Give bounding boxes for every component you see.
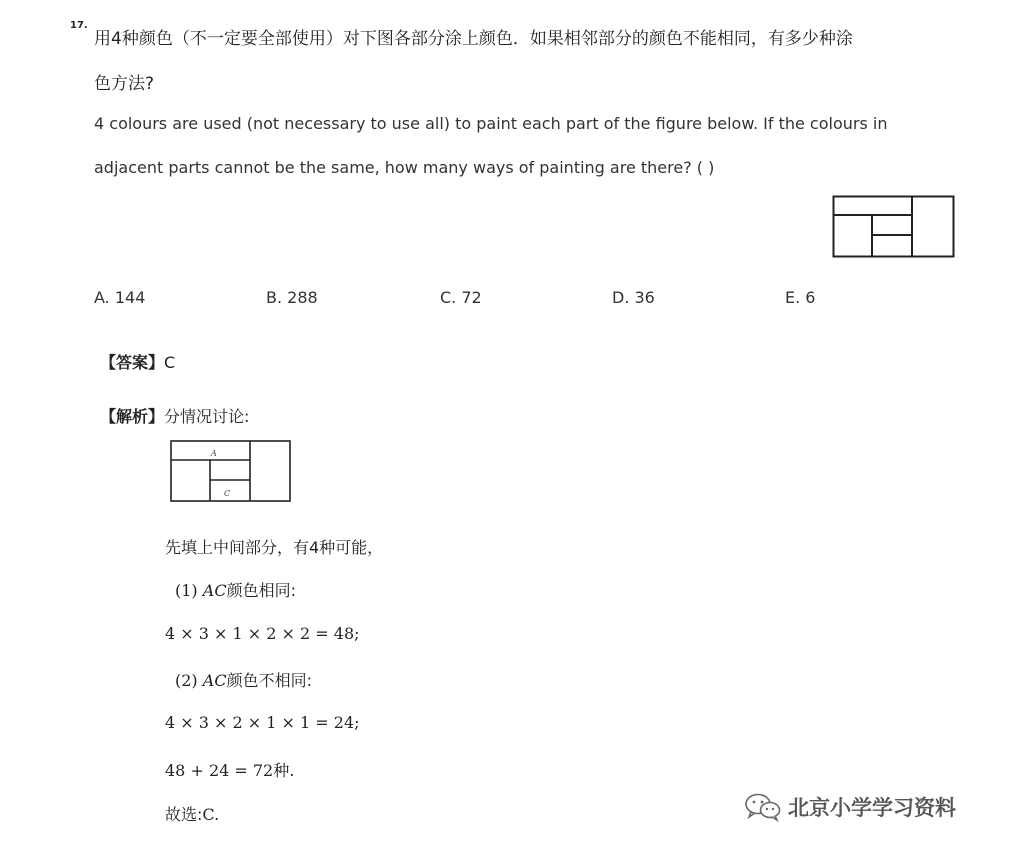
answer-value: C <box>164 353 176 372</box>
analysis-label: 【解析】 <box>100 407 165 426</box>
figure-outer-rect <box>834 197 954 257</box>
analysis-intro: 分情况讨论: <box>164 407 250 426</box>
case2-text: 颜色不相同: <box>226 671 312 690</box>
figure-label-c: C <box>224 489 231 498</box>
question-figure <box>832 195 956 259</box>
analysis-figure-outer-rect <box>171 441 290 501</box>
question-en-line1: 4 colours are used (not necessary to use all) to paint each part of the figure below. If the colours in <box>94 114 888 133</box>
watermark <box>744 792 956 822</box>
case2-var: AC <box>202 671 227 690</box>
case2-prefix: (2) <box>175 671 198 690</box>
answer-label: 【答案】 <box>100 353 165 372</box>
total-row <box>165 758 294 781</box>
question-en-line2: adjacent parts cannot be the same, how many ways of painting are there? ( ) <box>94 158 715 177</box>
option-e[interactable]: E. 6 <box>785 288 816 307</box>
calc1: 4 × 3 × 1 × 2 × 2 = 48; <box>165 624 360 643</box>
case1-prefix: (1) <box>175 581 198 600</box>
total-unit: 种. <box>273 761 295 780</box>
conclusion-row <box>165 802 219 825</box>
question-zh-line2: 色方法? <box>94 74 155 94</box>
case1-text: 颜色相同: <box>226 581 296 600</box>
question-zh-line1: 用4种颜色（不一定要全部使用）对下图各部分涂上颜色．如果相邻部分的颜色不能相同，有多少种涂 <box>94 29 853 49</box>
option-a[interactable]: A. 144 <box>94 288 146 307</box>
analysis-figure <box>170 440 292 504</box>
option-b[interactable]: B. 288 <box>266 288 318 307</box>
analysis-row <box>100 404 249 427</box>
wechat-icon <box>744 792 782 822</box>
answer-row <box>100 350 175 373</box>
conclusion-value: C. <box>202 805 220 824</box>
question-number: 17. <box>70 20 88 31</box>
option-d[interactable]: D. 36 <box>612 288 655 307</box>
watermark-text: 北京小学学习资料 <box>788 796 956 820</box>
case1-var: AC <box>202 581 227 600</box>
total-math: 48 + 24 = 72 <box>165 761 274 780</box>
analysis-step1: 先填上中间部分，有4种可能， <box>165 538 384 557</box>
conclusion-label: 故选: <box>165 805 203 824</box>
calc2: 4 × 3 × 2 × 1 × 1 = 24; <box>165 713 360 732</box>
option-c[interactable]: C. 72 <box>440 288 482 307</box>
case2-row <box>175 668 312 691</box>
case1-row <box>175 578 296 601</box>
figure-label-a: A <box>211 449 217 458</box>
